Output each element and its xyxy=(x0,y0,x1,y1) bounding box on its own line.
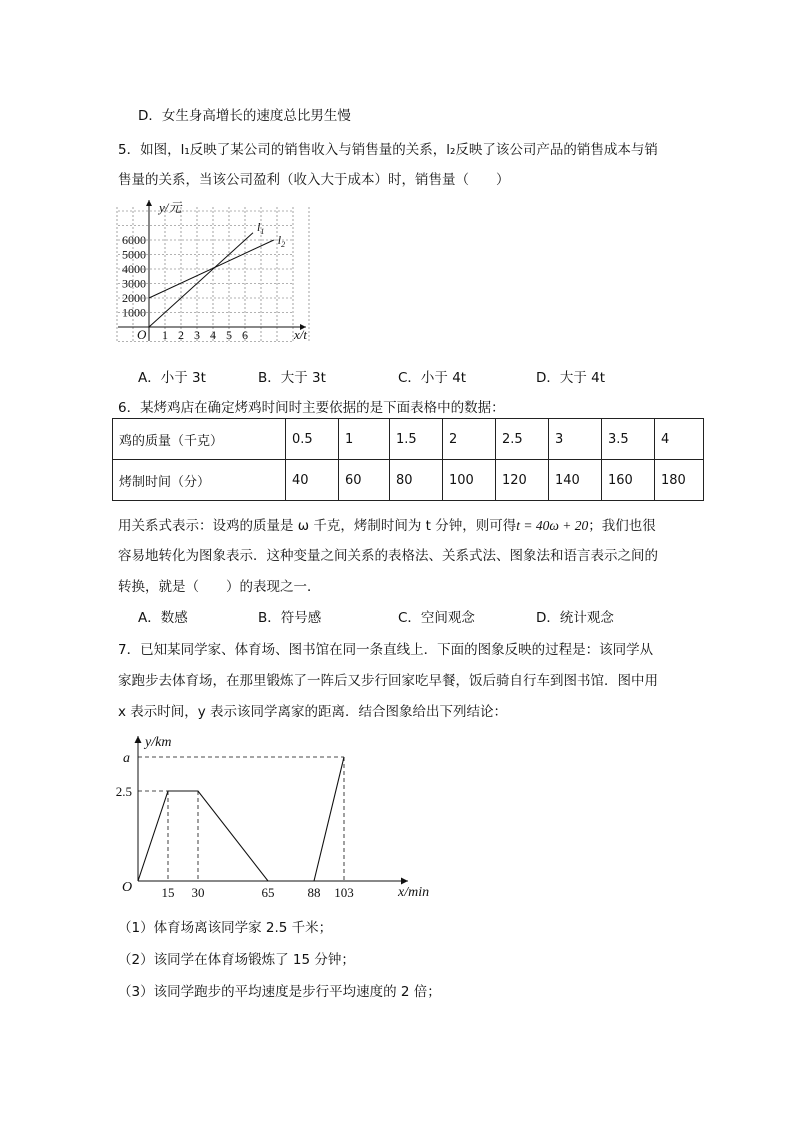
q5-option-c: C．小于 4t xyxy=(398,370,467,386)
q5-option-a: A．小于 3t xyxy=(138,370,206,386)
series-label-l1: $l_1$ xyxy=(257,219,265,236)
table-header-cell: 烤制时间（分） xyxy=(113,460,286,501)
q7-conclusion-2: （2）该同学在体育场锻炼了 15 分钟； xyxy=(118,952,355,968)
q5-stem-line2: 售量的关系，当该公司盈利（收入大于成本）时，销售量（ ） xyxy=(118,172,510,188)
q6-para-text-a: 用关系式表示：设鸡的质量是 ω 千克，烤制时间为 t 分钟，则可得 xyxy=(118,518,517,534)
table-cell: 2.5 xyxy=(496,419,549,460)
q6-option-a: A．数感 xyxy=(138,610,188,626)
table-cell: 40 xyxy=(286,460,339,501)
q6-para-line1 xyxy=(118,514,656,534)
table-row xyxy=(113,460,704,501)
q7-stem-line3: x 表示时间，y 表示该同学离家的距离．结合图象给出下列结论： xyxy=(118,704,508,720)
x-tick-label: 103 xyxy=(334,885,354,900)
q6-para-text-b: ；我们也很 xyxy=(588,518,656,534)
q6-table xyxy=(112,418,704,501)
x-tick-label: 65 xyxy=(261,885,275,900)
table-cell: 3 xyxy=(549,419,602,460)
x-tick-label: 2 xyxy=(178,328,184,342)
table-cell: 140 xyxy=(549,460,602,501)
y-tick-label: 3000 xyxy=(122,276,146,291)
y-tick-label: 2.5 xyxy=(115,784,132,799)
table-cell: 100 xyxy=(443,460,496,501)
q6-formula: t = 40ω + 20 xyxy=(516,518,589,533)
y-tick-label: a xyxy=(123,751,130,766)
q6-option-c: C．空间观念 xyxy=(398,610,475,626)
q6-para-line3: 转换，就是（ ）的表现之一． xyxy=(118,579,321,595)
y-tick-label: 4000 xyxy=(122,262,146,276)
table-header-cell: 鸡的质量（千克） xyxy=(113,419,286,460)
q7-conclusion-1: （1）体育场离该同学家 2.5 千米； xyxy=(118,920,333,936)
q7-chart xyxy=(108,730,448,900)
q6-stem: 6．某烤鸡店在确定烤鸡时间时主要依据的是下面表格中的数据： xyxy=(118,400,505,416)
y-axis-arrow xyxy=(146,200,152,206)
table-cell: 1.5 xyxy=(390,419,443,460)
table-cell: 80 xyxy=(390,460,443,501)
table-cell: 60 xyxy=(339,460,390,501)
q5-stem-line1: 5．如图，l₁反映了某公司的销售收入与销售量的关系，l₂反映了该公司产品的销售成本与销 xyxy=(118,142,658,158)
table-cell: 0.5 xyxy=(286,419,339,460)
x-axis-label: x/t xyxy=(294,327,307,342)
q5-option-b: B．大于 3t xyxy=(258,370,326,386)
x-tick-label: 30 xyxy=(191,885,205,900)
x-axis-label: x/min xyxy=(398,885,430,900)
q7-stem-line1: 7．已知某同学家、体育场、图书馆在同一条直线上．下面的图象反映的过程是：该同学从 xyxy=(118,642,654,658)
y-axis-label: y/元 xyxy=(159,200,182,215)
table-cell: 120 xyxy=(496,460,549,501)
distance-time-line xyxy=(138,757,344,881)
y-tick-label: 5000 xyxy=(122,247,146,262)
table-cell: 180 xyxy=(655,460,704,501)
q5-chart xyxy=(116,196,326,352)
y-tick-label: 6000 xyxy=(122,233,146,247)
x-tick-label: 1 xyxy=(162,328,168,342)
origin-label: O xyxy=(122,880,133,895)
table-cell: 160 xyxy=(602,460,655,501)
q5-option-d: D．大于 4t xyxy=(536,370,606,386)
q6-option-b: B．符号感 xyxy=(258,610,322,626)
q7-stem-line2: 家跑步去体育场，在那里锻炼了一阵后又步行回家吃早餐，饭后骑自行车到图书馆．图中用 xyxy=(118,673,658,689)
x-tick-label: 6 xyxy=(242,328,248,342)
table-cell: 4 xyxy=(655,419,704,460)
y-tick-label: 1000 xyxy=(122,305,146,320)
x-tick-label: 3 xyxy=(194,328,200,342)
q4-option-d: D．女生身高增长的速度总比男生慢 xyxy=(138,108,351,124)
table-cell: 3.5 xyxy=(602,419,655,460)
x-tick-label: 5 xyxy=(226,328,232,342)
series-line-l1 xyxy=(149,233,253,327)
y-axis-label: y/km xyxy=(145,735,172,750)
y-tick-label: 2000 xyxy=(122,291,146,305)
q7-conclusion-3: （3）该同学跑步的平均速度是步行平均速度的 2 倍； xyxy=(118,984,441,1000)
x-tick-label: 15 xyxy=(161,885,175,900)
q6-para-line2: 容易地转化为图象表示．这种变量之间关系的表格法、关系式法、图象法和语言表示之间的 xyxy=(118,548,658,564)
table-cell: 1 xyxy=(339,419,390,460)
x-axis-arrow xyxy=(401,878,408,885)
series-label-l2: $l_2$ xyxy=(277,233,286,249)
x-tick-label: 88 xyxy=(307,885,321,900)
table-cell: 2 xyxy=(443,419,496,460)
q6-option-d: D．统计观念 xyxy=(536,610,614,626)
y-axis-arrow xyxy=(135,736,142,743)
origin-label: O xyxy=(137,327,147,342)
table-row xyxy=(113,419,704,460)
x-tick-label: 4 xyxy=(210,328,216,342)
